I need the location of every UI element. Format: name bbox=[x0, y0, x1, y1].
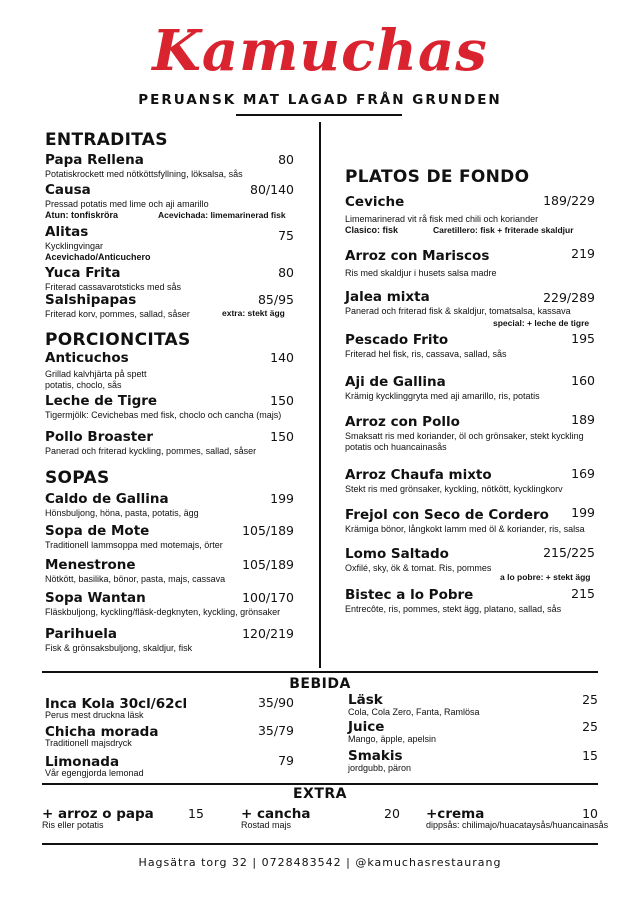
item-name: Arroz Chaufa mixto bbox=[345, 467, 492, 483]
section-title-entraditas: ENTRADITAS bbox=[45, 130, 168, 150]
item-option: Caretillero: fisk + friterade skaldjur bbox=[433, 225, 574, 235]
item-name: Sopa de Mote bbox=[45, 523, 150, 539]
item-price: 35/79 bbox=[257, 723, 294, 738]
item-desc: Nötkött, basilika, bönor, pasta, majs, cassava bbox=[45, 574, 226, 584]
item-name: + arroz o papa bbox=[42, 806, 154, 822]
item-desc: Traditionell majsdryck bbox=[45, 738, 132, 748]
item-desc: Entrecôte, ris, pommes, stekt ägg, platano, sallad, sås bbox=[345, 604, 562, 614]
menu-item bbox=[45, 523, 223, 551]
item-desc: Krämig kycklinggryta med aji amarillo, ris, potatis bbox=[345, 391, 540, 401]
item-price: 150 bbox=[270, 393, 294, 408]
item-desc: Fläskbuljong, kyckling/fläsk-degknyten, kyckling, grönsaker bbox=[45, 607, 281, 617]
item-name: Ceviche bbox=[345, 194, 405, 210]
item-name: Frejol con Seco de Cordero bbox=[345, 507, 549, 523]
item-desc: Vår egengjorda lemonad bbox=[45, 768, 144, 778]
section-title-bebida: BEBIDA bbox=[289, 676, 351, 692]
section-divider bbox=[42, 783, 598, 785]
item-name: Pollo Broaster bbox=[45, 429, 154, 445]
menu-item bbox=[348, 748, 411, 774]
item-option: Clasico: fisk bbox=[345, 225, 399, 235]
footer-contact: Hagsätra torg 32 | 0728483542 | @kamuchasrestaurang bbox=[138, 856, 502, 869]
item-desc: Hönsbuljong, höna, pasta, potatis, ägg bbox=[45, 508, 199, 518]
item-name: Aji de Gallina bbox=[345, 374, 446, 390]
item-desc: Panerad och friterad fisk & skaldjur, tomatsalsa, kassava bbox=[345, 306, 571, 316]
item-name: Alitas bbox=[45, 224, 89, 240]
item-special: special: + leche de tigre bbox=[493, 318, 590, 328]
item-desc: Kycklingvingar bbox=[45, 241, 104, 251]
item-name: Läsk bbox=[348, 692, 383, 708]
section-divider bbox=[42, 671, 598, 673]
item-desc: dippsås: chilimajo/huacataysås/huancainasås bbox=[426, 820, 609, 830]
section-title-extra: EXTRA bbox=[292, 786, 348, 802]
menu-item bbox=[345, 587, 561, 615]
menu-item bbox=[45, 724, 158, 749]
item-name: Menestrone bbox=[45, 557, 136, 573]
menu-item bbox=[345, 467, 563, 495]
item-price: 189 bbox=[571, 412, 595, 427]
item-price: 25 bbox=[582, 719, 598, 734]
item-desc: Friterad korv, pommes, sallad, såser bbox=[45, 309, 190, 319]
menu-item bbox=[345, 289, 571, 317]
item-desc: Limemarinerad vit rå fisk med chili och koriander bbox=[345, 214, 539, 224]
menu-item bbox=[348, 692, 480, 718]
item-price: 195 bbox=[571, 331, 595, 346]
item-price: 85/95 bbox=[257, 292, 294, 307]
item-price: 100/170 bbox=[242, 590, 294, 605]
item-name: Caldo de Gallina bbox=[45, 491, 169, 507]
item-desc: Acevichado/Anticuchero bbox=[45, 252, 151, 262]
menu-item bbox=[42, 806, 154, 831]
item-name: Arroz con Pollo bbox=[345, 414, 460, 430]
item-desc: Stekt ris med grönsaker, kyckling, nötkött, kycklingkorv bbox=[345, 484, 563, 494]
item-desc: Potatiskrockett med nötköttsfyllning, löksalsa, sås bbox=[45, 169, 243, 179]
item-desc: Krämiga bönor, långkokt lamm med öl & koriander, ris, salsa bbox=[345, 524, 585, 534]
item-name: Jalea mixta bbox=[345, 289, 430, 305]
item-name: + cancha bbox=[241, 806, 311, 822]
item-name: Salshipapas bbox=[45, 292, 137, 308]
item-desc: potatis, choclo, sås bbox=[45, 380, 122, 390]
item-price: 229/289 bbox=[543, 290, 595, 305]
section-divider bbox=[42, 843, 598, 845]
item-name: Anticuchos bbox=[45, 350, 129, 366]
item-desc: Oxfilé, sky, ök & tomat. Ris, pommes bbox=[345, 563, 492, 573]
menu-item bbox=[45, 393, 281, 421]
menu-item bbox=[45, 491, 199, 519]
item-price: 150 bbox=[270, 429, 294, 444]
item-desc: Grillad kalvhjärta på spett bbox=[45, 369, 147, 379]
item-price: 140 bbox=[270, 350, 294, 365]
section-title-porcioncitas: PORCIONCITAS bbox=[45, 330, 191, 350]
item-price: 199 bbox=[571, 505, 595, 520]
item-price: 80 bbox=[278, 265, 294, 280]
item-desc: Friterad cassavarotsticks med sås bbox=[45, 282, 182, 292]
menu-item bbox=[45, 224, 151, 263]
item-name: Juice bbox=[348, 719, 385, 735]
item-name: Smakis bbox=[348, 748, 403, 764]
menu-item bbox=[345, 414, 584, 453]
menu-item bbox=[45, 557, 225, 585]
item-price: 15 bbox=[582, 748, 598, 763]
item-name: Lomo Saltado bbox=[345, 546, 449, 562]
section-title-platos: PLATOS DE FONDO bbox=[345, 167, 530, 187]
item-price: 20 bbox=[384, 806, 400, 821]
item-name: Limonada bbox=[45, 754, 120, 770]
menu-item bbox=[45, 696, 187, 721]
menu-item bbox=[345, 507, 585, 535]
menu-item bbox=[426, 806, 608, 831]
item-name: Leche de Tigre bbox=[45, 393, 158, 409]
menu-item bbox=[345, 332, 507, 360]
item-price: 215/225 bbox=[543, 545, 595, 560]
item-desc: Fisk & grönsaksbuljong, skaldjur, fisk bbox=[45, 643, 193, 653]
item-price: 80 bbox=[278, 152, 294, 167]
menu-item bbox=[348, 719, 436, 745]
menu-item bbox=[45, 626, 192, 654]
item-price: 15 bbox=[188, 806, 204, 821]
item-extra: extra: stekt ägg bbox=[222, 308, 285, 318]
restaurant-logo: Kamuchas bbox=[152, 18, 488, 84]
column-divider bbox=[319, 122, 321, 668]
item-name: Papa Rellena bbox=[45, 152, 144, 168]
item-price: 199 bbox=[270, 491, 294, 506]
menu-item bbox=[345, 546, 491, 574]
item-desc: potatis och huancainasås bbox=[345, 442, 447, 452]
item-desc: Friterad hel fisk, ris, cassava, sallad, sås bbox=[345, 349, 507, 359]
item-desc: Perus mest druckna läsk bbox=[45, 710, 144, 720]
item-price: 219 bbox=[571, 246, 595, 261]
item-option: Acevichada: limemarinerad fisk bbox=[158, 210, 286, 220]
item-name: Yuca Frita bbox=[45, 265, 121, 281]
item-name: Arroz con Mariscos bbox=[345, 248, 490, 264]
item-desc: Mango, äpple, apelsin bbox=[348, 734, 437, 744]
item-name: Chicha morada bbox=[45, 724, 159, 740]
item-name: Pescado Frito bbox=[345, 332, 449, 348]
item-price: 80/140 bbox=[250, 182, 294, 197]
item-desc: Ris med skaldjur i husets salsa madre bbox=[345, 268, 497, 278]
menu-item bbox=[45, 292, 190, 320]
item-price: 215 bbox=[571, 586, 595, 601]
item-name: Sopa Wantan bbox=[45, 590, 146, 606]
item-name: Inca Kola 30cl/62cl bbox=[45, 696, 188, 712]
menu-item bbox=[345, 248, 497, 279]
item-price: 189/229 bbox=[543, 193, 595, 208]
menu-item bbox=[45, 350, 147, 391]
item-name: Bistec a lo Pobre bbox=[345, 587, 474, 603]
menu-item bbox=[45, 152, 243, 180]
item-name: +crema bbox=[426, 806, 485, 822]
item-desc: Traditionell lammsoppa med motemajs, örter bbox=[45, 540, 223, 550]
item-desc: Panerad och friterad kyckling, pommes, sallad, såser bbox=[45, 446, 257, 456]
menu-item bbox=[345, 374, 540, 402]
item-special: a lo pobre: + stekt ägg bbox=[500, 572, 591, 582]
item-desc: jordgubb, päron bbox=[348, 763, 412, 773]
tagline-underline bbox=[236, 114, 402, 116]
item-price: 10 bbox=[582, 806, 598, 821]
item-desc: Cola, Cola Zero, Fanta, Ramlösa bbox=[348, 707, 480, 717]
menu-item bbox=[241, 806, 310, 831]
item-price: 35/90 bbox=[257, 695, 294, 710]
item-desc: Tigermjölk: Cevichebas med fisk, choclo och cancha (majs) bbox=[45, 410, 282, 420]
item-price: 75 bbox=[278, 228, 294, 243]
menu-item bbox=[45, 754, 144, 779]
tagline: PERUANSK MAT LAGAD FRÅN GRUNDEN bbox=[138, 92, 502, 108]
item-price: 105/189 bbox=[242, 557, 294, 572]
item-desc: Pressad potatis med lime och aji amarillo bbox=[45, 199, 209, 209]
item-price: 105/189 bbox=[242, 523, 294, 538]
section-title-sopas: SOPAS bbox=[45, 468, 110, 488]
menu-item bbox=[45, 429, 256, 457]
item-price: 169 bbox=[571, 466, 595, 481]
item-name: Causa bbox=[45, 182, 91, 198]
item-desc: Ris eller potatis bbox=[42, 820, 104, 830]
item-price: 160 bbox=[571, 373, 595, 388]
item-price: 120/219 bbox=[242, 626, 294, 641]
item-desc: Smaksatt ris med koriander, öl och grönsaker, stekt kyckling bbox=[345, 431, 584, 441]
menu-item bbox=[45, 265, 181, 293]
item-desc: Rostad majs bbox=[241, 820, 292, 830]
item-price: 25 bbox=[582, 692, 598, 707]
item-option: Atun: tonfiskröra bbox=[45, 210, 118, 220]
item-name: Parihuela bbox=[45, 626, 118, 642]
item-price: 79 bbox=[278, 753, 294, 768]
